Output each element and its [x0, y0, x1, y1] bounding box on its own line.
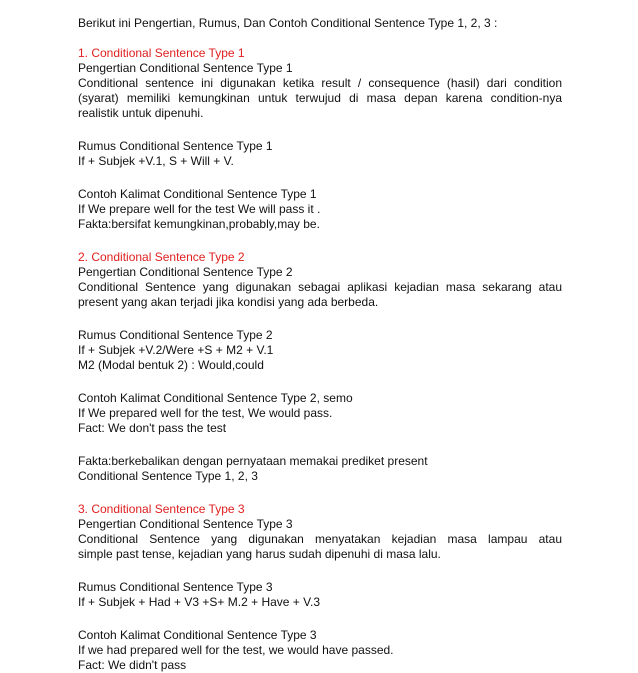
section-2-contoh-line-1: If We prepared well for the test, We would pass.	[78, 406, 333, 420]
section-1-heading: 1. Conditional Sentence Type 1	[78, 46, 245, 60]
section-2-fakta-line-2: Conditional Sentence Type 1, 2, 3	[78, 469, 258, 483]
section-2-fakta-line-1: Fakta:berkebalikan dengan pernyataan memakai prediket present	[78, 454, 428, 468]
section-1-pengertian-line-3: realistik untuk dipenuhi.	[78, 106, 204, 120]
document-body	[78, 16, 562, 673]
section-2-pengertian-line-2: present yang akan terjadi jika kondisi yang ada berbeda.	[78, 295, 379, 309]
section-3-contoh-line-2: Fact: We didn't pass	[78, 658, 187, 672]
section-2-rumus-line-1: If + Subjek +V.2/Were +S + M2 + V.1	[78, 343, 274, 357]
section-1-pengertian-title: Pengertian Conditional Sentence Type 1	[78, 61, 293, 75]
section-3-rumus-title: Rumus Conditional Sentence Type 3	[78, 580, 273, 594]
section-1-rumus-line-1: If + Subjek +V.1, S + Will + V.	[78, 154, 234, 168]
intro-text: Berikut ini Pengertian, Rumus, Dan Contoh Conditional Sentence Type 1, 2, 3 :	[78, 16, 498, 30]
section-1-contoh-line-2: Fakta:bersifat kemungkinan,probably,may be.	[78, 217, 320, 231]
section-2-pengertian-title: Pengertian Conditional Sentence Type 2	[78, 265, 293, 279]
section-1-pengertian-line-1: Conditional sentence ini digunakan ketika result / consequence (hasil) dari condition	[78, 76, 562, 90]
section-3-contoh-line-1: If we had prepared well for the test, we would have passed.	[78, 643, 394, 657]
section-2-heading: 2. Conditional Sentence Type 2	[78, 250, 245, 264]
section-1-rumus-title: Rumus Conditional Sentence Type 1	[78, 139, 273, 153]
section-type-2	[78, 250, 562, 502]
section-2-pengertian-line-1: Conditional Sentence yang digunakan sebagai aplikasi kejadian masa sekarang atau	[78, 280, 562, 294]
section-2-rumus-title: Rumus Conditional Sentence Type 2	[78, 328, 273, 342]
section-type-1	[78, 46, 562, 250]
section-2-contoh-title: Contoh Kalimat Conditional Sentence Type 2, semo	[78, 391, 353, 405]
section-1-pengertian-line-2: (syarat) memiliki kemungkinan untuk terwujud di masa depan karena condition-nya	[78, 91, 562, 105]
section-1-contoh-title: Contoh Kalimat Conditional Sentence Type 1	[78, 187, 317, 201]
section-1-contoh-line-1: If We prepare well for the test We will pass it .	[78, 202, 321, 216]
section-3-pengertian-line-1: Conditional Sentence yang digunakan menyatakan kejadian masa lampau atau	[78, 532, 562, 546]
section-3-pengertian-line-2: simple past tense, kejadian yang harus sudah dipenuhi di masa lalu.	[78, 547, 441, 561]
section-3-rumus-line-1: If + Subjek + Had + V3 +S+ M.2 + Have + V.3	[78, 595, 321, 609]
section-3-contoh-title: Contoh Kalimat Conditional Sentence Type 3	[78, 628, 317, 642]
section-2-contoh-line-2: Fact: We don't pass the test	[78, 421, 227, 435]
section-2-rumus-line-2: M2 (Modal bentuk 2) : Would,could	[78, 358, 264, 372]
section-3-pengertian-title: Pengertian Conditional Sentence Type 3	[78, 517, 293, 531]
section-3-heading: 3. Conditional Sentence Type 3	[78, 502, 245, 516]
section-type-3	[78, 502, 562, 673]
